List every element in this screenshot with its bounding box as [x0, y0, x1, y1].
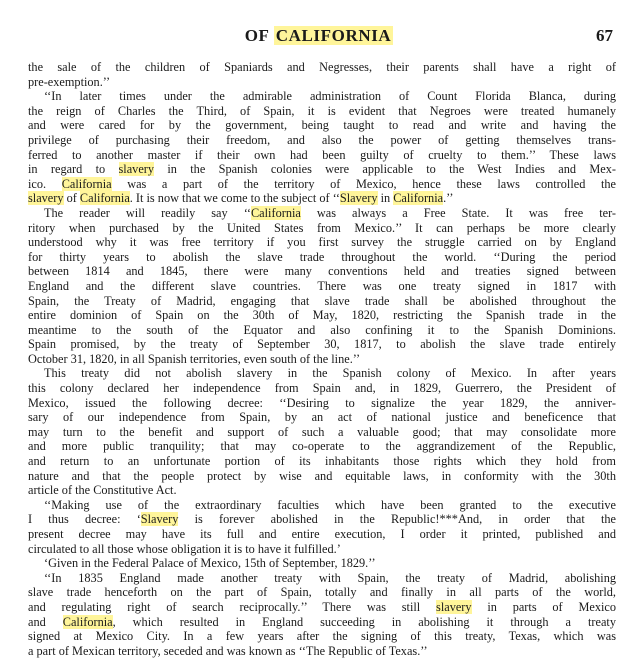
text-line	[28, 542, 616, 557]
text-segment: privilege of purchasing their freedom, and also the power of getting themselves trans-	[28, 132, 616, 147]
highlighted-term: California	[250, 205, 301, 220]
running-title-highlight: CALIFORNIA	[275, 26, 392, 45]
text-segment: this colony declared her independence from Spain and, in 1829, Guerrero, the President of	[28, 381, 616, 396]
page-header	[0, 26, 638, 50]
text-segment: was a part of the territory of Mexico, hence these laws controlled the	[111, 176, 616, 191]
text-line	[28, 366, 616, 381]
running-title-prefix: OF	[244, 26, 274, 45]
text-line	[28, 250, 616, 265]
text-segment: ritory when purchased by the United States from Mexico.’’ It can perhaps be more clearly	[28, 220, 616, 235]
text-segment: I thus decree: ‘	[28, 512, 141, 527]
text-segment: for thirty years to abolish the slave trade throughout the world. ‘‘During the period	[28, 249, 616, 264]
text-line	[28, 308, 616, 323]
text-line	[28, 615, 616, 630]
text-line	[28, 629, 616, 644]
text-segment: was always a Free State. It was free ter-	[300, 205, 616, 220]
text-segment: and return to an unfortunate portion of its inhabitants those rights which they hold from	[28, 454, 616, 469]
text-segment: ‘‘In 1835 England made another treaty with Spain, the treaty of Madrid, abolishing	[44, 570, 616, 585]
text-segment: October 31, 1820, in all Spanish territories, even south of the line.’’	[28, 351, 361, 366]
text-segment: a part of Mexican territory, seceded and was known as ‘‘The Republic of Texas.’’	[28, 643, 428, 658]
text-segment: nature and that the people protect by wise and equitable laws, in conformity with the 30th	[28, 468, 616, 483]
highlighted-term: Slavery	[339, 191, 378, 206]
text-line	[28, 148, 616, 163]
text-segment: ico.	[28, 176, 62, 191]
text-line	[28, 89, 616, 104]
text-segment: , which resulted in England succeeding in abolishing it through a treaty	[112, 614, 616, 629]
text-line	[28, 396, 616, 411]
text-segment: Spain promised, by the treaty of September 30, 1817, to abolish the slave trade entirely	[28, 337, 616, 352]
text-segment: pre-exemption.’’	[28, 74, 111, 89]
text-line	[28, 527, 616, 542]
text-segment: and	[28, 614, 63, 629]
text-line	[28, 235, 616, 250]
text-segment: understood why it was free territory if you first survey the struggle carried on by England	[28, 235, 616, 250]
text-segment: entire dominion of Spain on the 30th of May, 1820, restricting the Spanish trade in the	[28, 308, 616, 323]
text-line	[28, 410, 616, 425]
text-line	[28, 469, 616, 484]
text-segment: present decree may have its full and entire execution, I order it printed, published and	[28, 527, 616, 541]
page-number: 67	[596, 26, 613, 45]
text-segment: ‘‘Making use of the extraordinary faculties which have been granted to the executive	[44, 497, 616, 512]
highlighted-term: slavery	[436, 599, 472, 614]
text-line	[28, 483, 616, 498]
text-segment: ‘‘In later times under the admirable administration of Count Florida Blanca, during	[44, 89, 616, 104]
text-segment: the reign of Charles the Third, of Spain, it is evident that Negroes were treated humanely	[28, 103, 616, 118]
text-line	[28, 221, 616, 236]
text-segment: circulated to all those whose obligation it is to have it fulfilled.’	[28, 541, 341, 556]
text-line	[28, 585, 616, 600]
text-segment: article of the Constitutive Act.	[28, 483, 177, 498]
text-segment: signed at Mexico City. In a few years after the signing of this treaty, Texas, which was	[28, 629, 616, 644]
text-line	[28, 60, 616, 75]
text-line	[28, 133, 616, 148]
text-line	[28, 571, 616, 586]
text-line	[28, 425, 616, 440]
text-line	[28, 498, 616, 513]
highlighted-term: Slavery	[140, 512, 179, 527]
text-segment: of	[63, 191, 80, 206]
text-line	[28, 264, 616, 279]
highlighted-term: California	[79, 191, 130, 206]
text-segment: Spain, the Treaty of Madrid, engaging that slave trade shall be abolished throughout the	[28, 293, 616, 308]
page-body-text	[28, 60, 616, 658]
text-segment: the sale of the children of Spaniards and Negresses, their parents shall have a right of	[28, 60, 616, 74]
text-segment: and regulating right of search reciprocally.’’ There was still	[28, 599, 437, 614]
text-line	[28, 162, 616, 177]
text-segment: .’’	[443, 191, 454, 206]
text-line	[28, 352, 616, 367]
text-segment: ferred to another master if their own had been guilty of cruelty to them.’’ These laws	[28, 147, 616, 162]
text-segment: England and the different slave countries. There was one treaty signed in 1817 with	[28, 278, 616, 293]
text-line	[28, 118, 616, 133]
highlighted-term: slavery	[118, 162, 155, 177]
text-line	[28, 279, 616, 294]
text-segment: sary of our independence from Spain, by an act of national justice and beneficence that	[28, 410, 616, 425]
text-line	[28, 323, 616, 338]
text-line	[28, 600, 616, 615]
text-segment: The reader will readily say ‘‘	[44, 205, 251, 220]
text-segment: in parts of Mexico	[471, 599, 616, 614]
text-segment: in regard to	[28, 162, 119, 177]
text-segment: Mexico, issued the following decree: ‘‘Desiring to signalize the year 1829, the anniver-	[28, 395, 616, 410]
text-line	[28, 191, 616, 206]
text-segment: and more public tranquility; that may co-operate to the aggrandizement of the Republic,	[28, 439, 616, 454]
text-segment: between 1814 and 1845, there were many conventions held and treaties signed between	[28, 264, 616, 279]
highlighted-term: California	[62, 614, 113, 629]
text-segment: meantime to the south of the Equator and also confining it to the Spanish Dominions.	[28, 322, 616, 337]
text-line	[28, 439, 616, 454]
text-line	[28, 104, 616, 119]
text-line	[28, 206, 616, 221]
text-line	[28, 337, 616, 352]
text-segment: in the Spanish colonies were applicable to the West Indies and Mex-	[154, 162, 616, 177]
text-line	[28, 454, 616, 469]
highlighted-term: slavery	[28, 191, 64, 206]
text-line	[28, 294, 616, 309]
text-segment: This treaty did not abolish slavery in the Spanish colony of Mexico. In after years	[44, 366, 616, 381]
text-segment: ‘Given in the Federal Palace of Mexico, 15th of September, 1829.’’	[44, 556, 376, 571]
text-segment: is forever abolished in the Republic!***And, in order that the	[178, 512, 616, 527]
text-segment: . It is now that we come to the subject of ‘‘	[129, 191, 340, 206]
text-line	[28, 644, 616, 659]
text-segment: slave trade henceforth on the part of Spain, totally and finally in all parts of the world,	[28, 585, 616, 600]
text-line	[28, 75, 616, 90]
text-segment: and were cared for by the government, being taught to read and write and having the	[28, 118, 616, 133]
text-segment: may turn to the benefit and support of such a valuable good; that may consolidate more	[28, 424, 616, 439]
text-line	[28, 177, 616, 192]
text-line	[28, 512, 616, 527]
text-line	[28, 556, 616, 571]
text-line	[28, 381, 616, 396]
highlighted-term: California	[393, 191, 444, 206]
text-segment: in	[377, 191, 394, 206]
running-title	[0, 26, 638, 46]
highlighted-term: California	[61, 176, 112, 191]
